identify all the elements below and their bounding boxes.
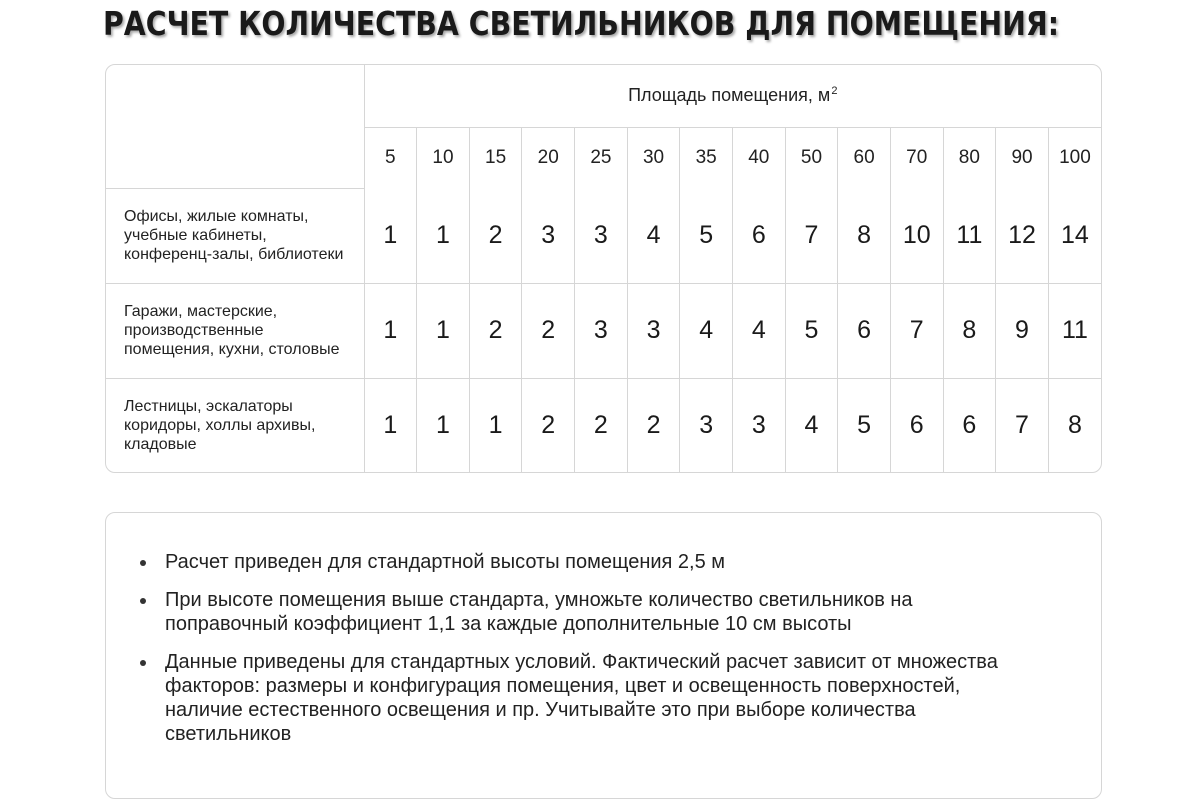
luminaire-count-cell: 3	[732, 378, 785, 473]
room-type-label-line: коридоры, холлы архивы,	[124, 417, 316, 435]
luminaire-table-card	[105, 64, 1102, 473]
luminaire-count-cell: 6	[838, 283, 891, 378]
luminaire-count-cell: 7	[785, 188, 838, 283]
luminaire-count-cell: 5	[838, 378, 891, 473]
area-unit-superscript: 2	[831, 85, 838, 98]
room-type-label	[106, 283, 364, 378]
area-value-cell: 35	[680, 127, 733, 188]
luminaire-count-cell: 2	[469, 188, 522, 283]
luminaire-count-cell: 1	[417, 378, 470, 473]
luminaire-count-cell: 1	[417, 283, 470, 378]
page-title: РАСЧЕТ КОЛИЧЕСТВА СВЕТИЛЬНИКОВ ДЛЯ ПОМЕЩЕНИЯ:	[103, 4, 1060, 43]
note-item	[138, 588, 1078, 636]
luminaire-count-cell: 11	[1048, 283, 1101, 378]
luminaire-count-cell: 12	[996, 188, 1049, 283]
room-type-label	[106, 188, 364, 283]
luminaire-count-cell: 8	[1048, 378, 1101, 473]
notes-card	[105, 512, 1102, 799]
note-text-line: наличие естественного освещения и пр. Учитывайте это при выборе количества	[165, 699, 916, 721]
room-type-label-line: кладовые	[124, 436, 197, 454]
room-type-label	[106, 378, 364, 473]
table-row	[106, 188, 1101, 283]
area-value-cell: 100	[1048, 127, 1101, 188]
luminaire-count-cell: 14	[1048, 188, 1101, 283]
area-value-cell: 25	[575, 127, 628, 188]
area-value-cell: 50	[785, 127, 838, 188]
area-value-cell: 5	[364, 127, 417, 188]
luminaire-count-cell: 2	[627, 378, 680, 473]
note-text-line: поправочный коэффициент 1,1 за каждые дополнительные 10 см высоты	[165, 613, 852, 635]
luminaire-count-cell: 2	[469, 283, 522, 378]
table-row	[106, 378, 1101, 473]
luminaire-count-cell: 7	[890, 283, 943, 378]
luminaire-count-cell: 3	[575, 188, 628, 283]
luminaire-count-cell: 2	[522, 283, 575, 378]
table-header-row	[106, 65, 1101, 127]
note-item	[138, 550, 1078, 574]
luminaire-count-cell: 1	[469, 378, 522, 473]
area-header-cell	[364, 65, 1101, 127]
luminaire-count-cell: 9	[996, 283, 1049, 378]
room-type-label-line: Гаражи, мастерские,	[124, 303, 278, 320]
area-header-label: Площадь помещения, м	[628, 85, 831, 106]
luminaire-count-cell: 7	[996, 378, 1049, 473]
note-text-line: Данные приведены для стандартных условий. Фактический расчет зависит от множества	[165, 651, 998, 673]
note-text-line: Расчет приведен для стандартной высоты помещения 2,5 м	[165, 551, 726, 573]
area-value-cell: 30	[627, 127, 680, 188]
luminaire-count-cell: 6	[890, 378, 943, 473]
luminaire-count-cell: 2	[575, 378, 628, 473]
room-type-label-line: помещения, кухни, столовые	[124, 341, 340, 358]
luminaire-count-cell: 3	[522, 188, 575, 283]
notes-list	[138, 550, 1078, 760]
area-value-cell: 80	[943, 127, 996, 188]
luminaire-count-cell: 1	[364, 378, 417, 473]
room-type-label-line: Лестницы, эскалаторы	[124, 398, 293, 416]
luminaire-count-cell: 1	[417, 188, 470, 283]
luminaire-count-cell: 6	[943, 378, 996, 473]
luminaire-count-cell: 10	[890, 188, 943, 283]
luminaire-count-cell: 6	[732, 188, 785, 283]
note-text-line: факторов: размеры и конфигурация помещения, цвет и освещенность поверхностей,	[165, 675, 961, 697]
area-value-cell: 70	[890, 127, 943, 188]
table-row	[106, 283, 1101, 378]
luminaire-count-cell: 3	[680, 378, 733, 473]
luminaire-count-cell: 1	[364, 283, 417, 378]
area-value-cell: 20	[522, 127, 575, 188]
luminaire-count-table	[106, 65, 1101, 473]
luminaire-count-cell: 3	[627, 283, 680, 378]
note-item	[138, 650, 1078, 746]
room-type-label-line: Офисы, жилые комнаты,	[124, 208, 309, 225]
luminaire-count-cell: 4	[627, 188, 680, 283]
room-type-label-line: учебные кабинеты,	[124, 227, 267, 244]
corner-cell	[106, 65, 364, 188]
luminaire-count-cell: 4	[680, 283, 733, 378]
area-value-cell: 15	[469, 127, 522, 188]
luminaire-count-cell: 5	[680, 188, 733, 283]
area-value-cell: 40	[732, 127, 785, 188]
luminaire-count-cell: 8	[838, 188, 891, 283]
room-type-label-line: производственные	[124, 322, 264, 339]
room-type-label-line: конференц-залы, библиотеки	[124, 246, 344, 263]
luminaire-count-cell: 2	[522, 378, 575, 473]
area-value-cell: 10	[417, 127, 470, 188]
luminaire-count-cell: 5	[785, 283, 838, 378]
luminaire-count-cell: 1	[364, 188, 417, 283]
note-text-line: При высоте помещения выше стандарта, умножьте количество светильников на	[165, 589, 913, 611]
luminaire-count-cell: 11	[943, 188, 996, 283]
luminaire-count-cell: 4	[785, 378, 838, 473]
luminaire-count-cell: 8	[943, 283, 996, 378]
luminaire-count-cell: 4	[732, 283, 785, 378]
area-value-cell: 60	[838, 127, 891, 188]
note-text-line: светильников	[165, 723, 292, 745]
luminaire-count-cell: 3	[575, 283, 628, 378]
area-value-cell: 90	[996, 127, 1049, 188]
